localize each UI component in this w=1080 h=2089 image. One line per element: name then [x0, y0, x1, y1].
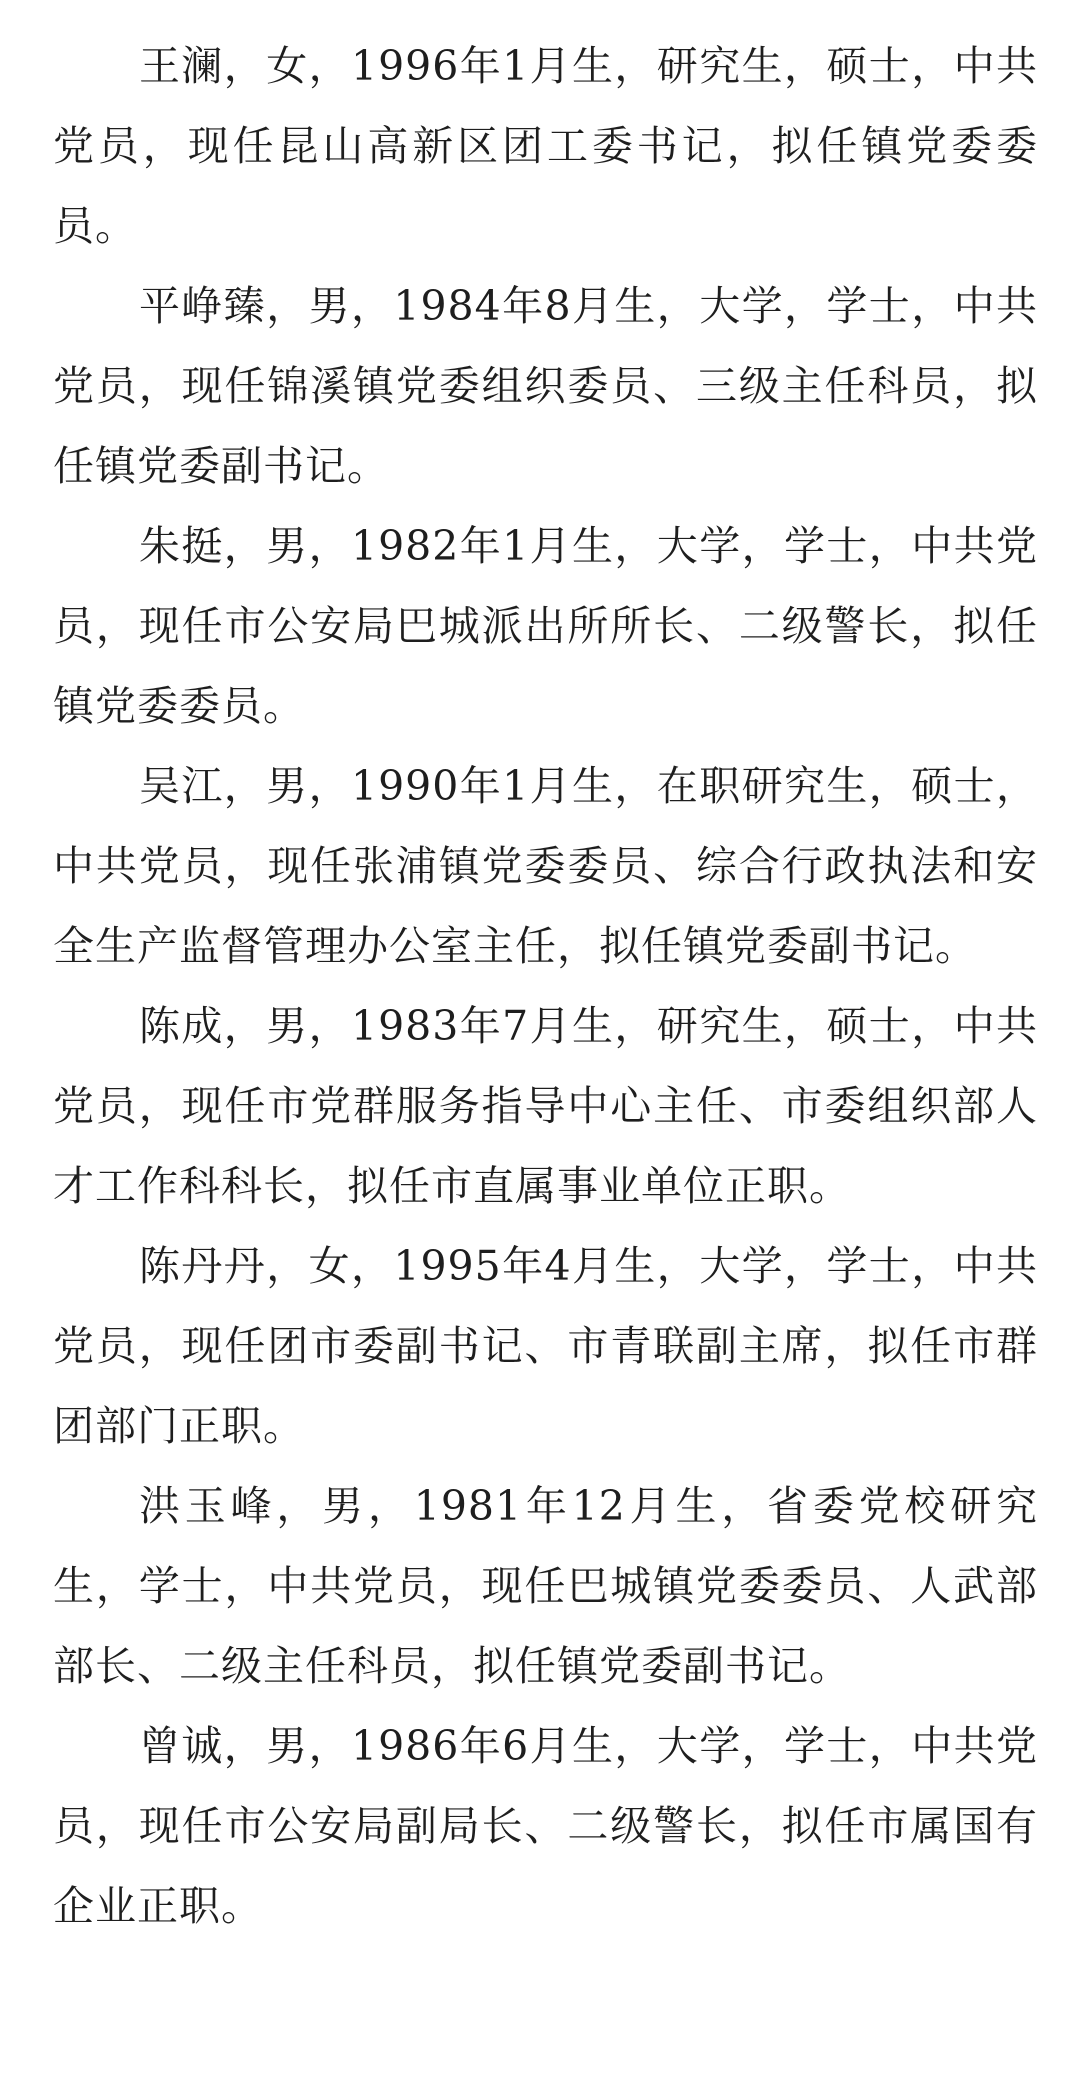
candidate-paragraph-chen-dandan: 陈丹丹，女，1995年4月生，大学，学士，中共党员，现任团市委副书记、市青联副主席，拟任市群团部门正职。 — [53, 1242, 1038, 1450]
candidate-paragraph-zeng-cheng: 曾诚，男，1986年6月生，大学，学士，中共党员，现任市公安局副局长、二级警长，拟任市属国有企业正职。 — [53, 1722, 1038, 1930]
candidate-paragraph-zhu-ting: 朱挺，男，1982年1月生，大学，学士，中共党员，现任市公安局巴城派出所所长、二级警长，拟任镇党委委员。 — [53, 522, 1038, 730]
candidate-paragraph-chen-cheng: 陈成，男，1983年7月生，研究生，硕士，中共党员，现任市党群服务指导中心主任、市委组织部人才工作科科长，拟任市直属事业单位正职。 — [53, 1002, 1038, 1210]
candidate-paragraph-hong-yufeng: 洪玉峰，男，1981年12月生，省委党校研究生，学士，中共党员，现任巴城镇党委委员、人武部部长、二级主任科员，拟任镇党委副书记。 — [53, 1482, 1038, 1690]
candidate-paragraph-ping-zhengzhen: 平峥臻，男，1984年8月生，大学，学士，中共党员，现任锦溪镇党委组织委员、三级主任科员，拟任镇党委副书记。 — [53, 282, 1038, 490]
candidate-paragraph-wu-jiang: 吴江，男，1990年1月生，在职研究生，硕士，中共党员，现任张浦镇党委委员、综合行政执法和安全生产监督管理办公室主任，拟任镇党委副书记。 — [53, 762, 1038, 970]
candidate-paragraph-wang-lan: 王澜，女，1996年1月生，研究生，硕士，中共党员，现任昆山高新区团工委书记，拟任镇党委委员。 — [53, 42, 1038, 250]
